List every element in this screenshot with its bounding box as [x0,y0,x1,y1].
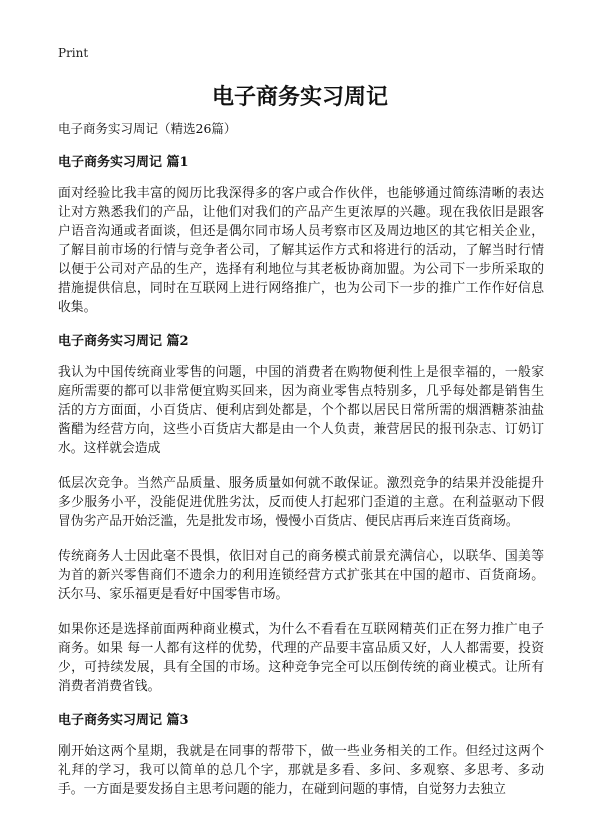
section-1-paragraph-1: 面对经验比我丰富的阅历比我深得多的客户或合作伙伴，也能够通过简练清晰的表达让对方熟悉我们的产品，让他们对我们的产品产生更浓厚的兴趣。现在我依旧是跟客户语音沟通或者面谈，但还是偶尔同市场人员考察市区及周边地区的其它相关企业，了解目前市场的行情与竞争者公司，了解其运作方式和将进行的活动，了解当时行情以便于公司对产品的生产，选择有利地位与其老板协商加盟。为公司下一步所采取的措施提供信息，同时在互联网上进行网络推广，也为公司下一步的推广工作作好信息收集。 [58,186,544,315]
section-3-paragraph-1: 刚开始这两个星期，我就是在同事的帮带下，做一些业务相关的工作。但经过这两个礼拜的学习，我可以简单的总几个字，那就是多看、多问、多观察、多思考、多动手。一方面是要发扬自主思考问题的能力，在碰到问题的事情，自觉努力去独立 [58,744,544,797]
page-title: 电子商务实习周记 [211,84,388,110]
section-2-paragraph-4: 如果你还是选择前面两种商业模式，为什么不看看在互联网精英们正在努力推广电子商务。如果 每一人都有这样的优势，代理的产品要丰富品质又好，人人都需要，投资少，可持续发展，具有全国的市场。这种竞争完全可以压倒传统的商业模式。让所有消费者消费省钱。 [58,622,544,694]
section-2-paragraph-1: 我认为中国传统商业零售的问题，中国的消费者在购物便利性上是很幸福的，一般家庭所需要的都可以非常便宜购买回来，因为商业零售点特别多，几乎每处都是销售生活的方方面面，小百货店、便利店到处都是，个个都以居民日常所需的烟酒糖茶油盐酱醋为经营方向，这些小百货店大都是由一个人负责，兼营居民的报刊杂志、订奶订水。这样就会造成 [58,365,544,456]
print-link[interactable]: Print [58,46,89,60]
document-subtitle: 电子商务实习周记（精选26篇） [58,121,237,136]
document-body [58,120,544,815]
section-2-paragraph-2: 低层次竞争。当然产品质量、服务质量如何就不敢保证。激烈竞争的结果并没能提升多少服务小平，没能促进优胜劣汰，反而使人打起邪门歪道的主意。在利益驱动下假冒伪劣产品开始泛滥，先是批发市场，慢慢小百货店、便民店再后来连百货商场。 [58,476,544,529]
section-heading-1: 电子商务实习周记 篇1 [58,155,189,170]
section-2-paragraph-3: 传统商务人士因此毫不畏惧，依旧对自己的商务模式前景充满信心，以联华、国美等为首的新兴零售商们不遗余力的利用连锁经营方式扩张其在中国的超市、百货商场。沃尔马、家乐福更是看好中国零售市场。 [58,549,544,602]
section-heading-3: 电子商务实习周记 篇3 [58,713,189,728]
section-heading-2: 电子商务实习周记 篇2 [58,334,189,349]
